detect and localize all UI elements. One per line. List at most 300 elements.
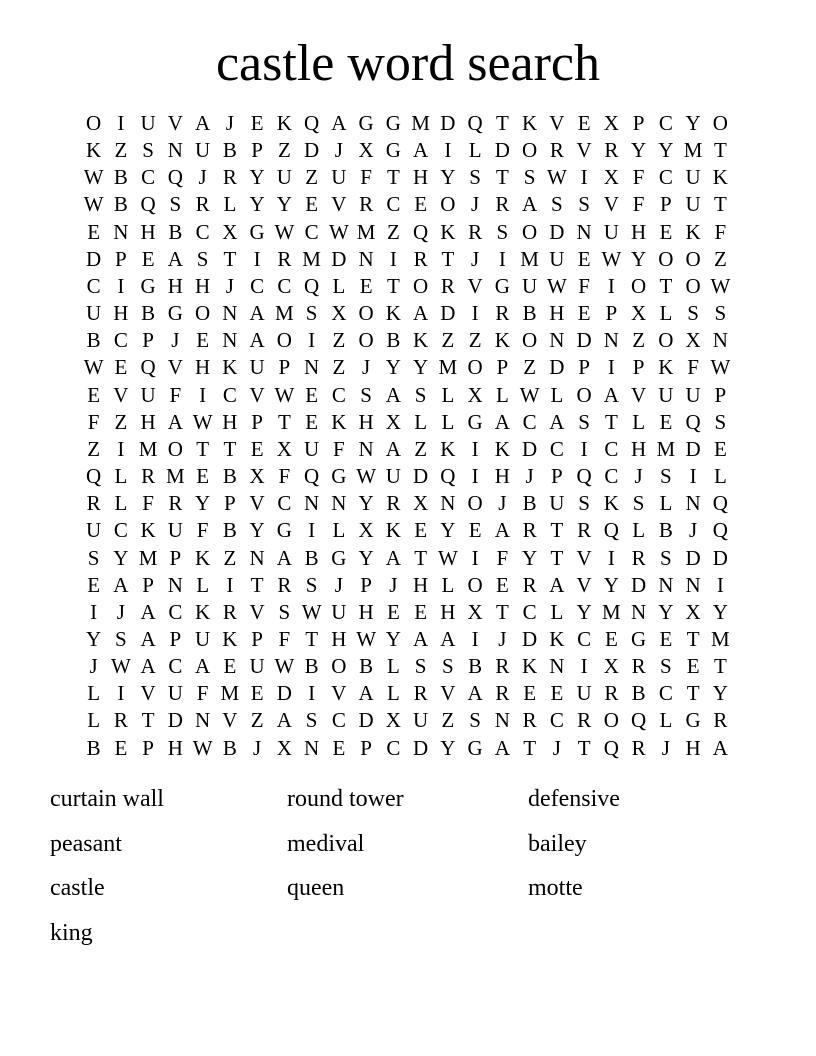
grid-letter: C [168, 654, 183, 679]
grid-letter: T [277, 409, 291, 434]
grid-letter: O [167, 436, 183, 461]
grid-letter: K [440, 219, 456, 244]
grid-letter: D [86, 246, 102, 271]
grid-letter: L [414, 409, 428, 434]
grid-letter: A [494, 518, 510, 543]
grid-letter: S [578, 491, 590, 516]
grid-letter: W [274, 382, 295, 407]
grid-letter: T [250, 572, 264, 597]
grid-letter: O [712, 111, 728, 135]
grid-letter: H [167, 273, 183, 298]
grid-letter: B [168, 219, 183, 244]
word-list-item: medival [287, 830, 365, 857]
grid-letter: H [440, 599, 456, 624]
grid-letter: S [142, 138, 154, 163]
grid-letter: H [222, 409, 238, 434]
grid-letter: T [495, 165, 509, 190]
grid-letter: B [222, 518, 237, 543]
grid-letter: L [713, 464, 727, 489]
grid-letter: Z [632, 328, 646, 353]
grid-letter: Y [385, 626, 401, 651]
grid-letter: C [658, 681, 673, 706]
grid-letter: C [277, 491, 292, 516]
grid-letter: L [550, 599, 564, 624]
grid-letter: H [140, 219, 156, 244]
grid-letter: S [469, 165, 481, 190]
grid-letter: C [522, 599, 537, 624]
grid-letter: D [522, 626, 538, 651]
grid-letter: J [661, 735, 670, 760]
grid-letter: F [196, 518, 209, 543]
grid-letter: J [498, 491, 507, 516]
grid-letter: Z [114, 409, 128, 434]
grid-letter: S [169, 192, 182, 217]
grid-letter: J [498, 626, 507, 651]
word-list-item: curtain wall [50, 786, 164, 812]
grid-letter: W [301, 599, 322, 624]
grid-letter: C [277, 273, 292, 298]
grid-letter: V [549, 111, 565, 135]
grid-letter: R [631, 735, 646, 760]
grid-letter: T [686, 681, 700, 706]
grid-letter: U [549, 246, 565, 271]
grid-letter: U [331, 165, 347, 190]
grid-letter: V [249, 491, 265, 516]
grid-letter: I [607, 273, 615, 298]
grid-letter: T [713, 192, 727, 217]
grid-letter: S [714, 409, 727, 434]
grid-letter: F [632, 192, 645, 217]
grid-letter: P [142, 735, 154, 760]
word-list-item: king [50, 919, 93, 946]
grid-letter: S [87, 545, 100, 570]
grid-letter: I [471, 301, 479, 326]
grid-letter: U [140, 111, 156, 135]
grid-letter: S [414, 382, 427, 407]
grid-letter: G [685, 708, 701, 733]
grid-letter: C [658, 165, 673, 190]
grid-letter: V [249, 382, 265, 407]
grid-letter: H [413, 572, 429, 597]
grid-letter: N [576, 219, 592, 244]
word-search-grid [80, 110, 734, 762]
grid-letter: E [359, 273, 373, 298]
grid-letter: E [414, 192, 428, 217]
grid-letter: A [140, 626, 156, 651]
grid-letter: L [332, 518, 346, 543]
grid-letter: I [444, 138, 452, 163]
grid-letter: W [83, 355, 104, 380]
grid-letter: L [114, 464, 128, 489]
grid-letter: E [414, 518, 428, 543]
grid-letter: L [87, 681, 101, 706]
grid-letter: Y [631, 138, 647, 163]
grid-letter: J [362, 355, 371, 380]
grid-letter: E [659, 626, 673, 651]
grid-letter: V [222, 708, 238, 733]
grid-letter: Y [113, 545, 129, 570]
grid-letter: J [253, 735, 262, 760]
grid-letter: R [495, 192, 510, 217]
grid-letter: R [604, 138, 619, 163]
grid-letter: K [140, 518, 156, 543]
grid-letter: F [360, 165, 372, 190]
grid-letter: R [440, 273, 455, 298]
grid-letter: L [441, 572, 455, 597]
grid-letter: Y [658, 599, 674, 624]
word-list-item: round tower [287, 786, 404, 812]
grid-letter: Q [576, 464, 592, 489]
grid-letter: V [113, 382, 129, 407]
grid-letter: B [304, 654, 319, 679]
grid-letter: P [278, 355, 291, 380]
grid-letter: Z [332, 355, 346, 380]
grid-letter: E [686, 654, 700, 679]
grid-letter: S [660, 545, 672, 570]
grid-letter: C [222, 382, 237, 407]
grid-letter: P [169, 545, 182, 570]
grid-letter: W [601, 246, 622, 271]
grid-letter: F [496, 545, 509, 570]
grid-letter: L [332, 273, 346, 298]
grid-letter: Y [440, 735, 456, 760]
grid-letter: J [225, 111, 234, 135]
grid-letter: M [166, 464, 185, 489]
grid-letter: S [360, 382, 372, 407]
grid-letter: W [710, 273, 731, 298]
word-list-item: peasant [50, 830, 122, 857]
grid-letter: Q [685, 409, 701, 434]
grid-letter: M [683, 138, 703, 163]
grid-letter: T [441, 246, 455, 271]
grid-letter: J [225, 273, 234, 298]
grid-letter: R [495, 681, 510, 706]
grid-letter: Z [305, 165, 319, 190]
grid-letter: F [578, 273, 590, 298]
grid-letter: E [250, 436, 264, 461]
grid-letter: X [413, 491, 429, 516]
grid-letter: X [276, 735, 292, 760]
grid-letter: W [192, 735, 213, 760]
grid-letter: G [494, 273, 510, 298]
grid-letter: E [659, 409, 673, 434]
grid-letter: E [305, 409, 319, 434]
grid-letter: H [494, 464, 510, 489]
grid-letter: X [685, 599, 701, 624]
grid-letter: T [141, 708, 155, 733]
grid-letter: D [413, 735, 429, 760]
grid-letter: F [87, 409, 100, 434]
grid-letter: A [413, 138, 429, 163]
grid-letter: I [607, 545, 615, 570]
grid-letter: O [467, 355, 483, 380]
grid-letter: D [331, 246, 347, 271]
grid-letter: B [631, 681, 646, 706]
grid-letter: J [89, 654, 98, 679]
grid-letter: S [578, 192, 590, 217]
grid-letter: U [685, 382, 701, 407]
grid-letter: B [658, 518, 673, 543]
grid-letter: U [167, 518, 183, 543]
grid-letter: A [413, 626, 429, 651]
grid-letter: I [253, 246, 261, 271]
grid-letter: Y [86, 626, 102, 651]
grid-letter: K [385, 301, 401, 326]
grid-letter: J [389, 572, 398, 597]
grid-letter: Z [386, 219, 400, 244]
grid-letter: I [117, 681, 125, 706]
grid-letter: I [199, 382, 207, 407]
grid-letter: R [577, 518, 592, 543]
grid-letter: L [495, 382, 509, 407]
grid-letter: G [631, 626, 647, 651]
word-list-item: bailey [528, 830, 587, 857]
grid-letter: X [222, 219, 238, 244]
grid-letter: G [467, 409, 483, 434]
grid-letter: O [685, 246, 701, 271]
grid-letter: K [658, 355, 674, 380]
grid-letter: H [113, 301, 129, 326]
grid-letter: Z [332, 328, 346, 353]
grid-letter: J [334, 572, 343, 597]
grid-letter: T [550, 518, 564, 543]
grid-letter: A [113, 572, 129, 597]
grid-letter: Y [276, 192, 292, 217]
grid-letter: I [580, 654, 588, 679]
grid-letter: O [413, 273, 429, 298]
grid-letter: C [331, 382, 346, 407]
grid-letter: O [576, 382, 592, 407]
grid-letter: Z [441, 328, 455, 353]
grid-letter: N [494, 708, 510, 733]
grid-letter: E [250, 111, 264, 135]
grid-letter: I [117, 436, 125, 461]
grid-letter: P [632, 355, 645, 380]
grid-letter: T [550, 545, 564, 570]
grid-letter: P [251, 138, 263, 163]
grid-letter: W [83, 192, 104, 217]
grid-letter: N [304, 735, 320, 760]
grid-letter: D [413, 464, 429, 489]
grid-letter: Y [576, 599, 592, 624]
grid-letter: G [276, 518, 292, 543]
grid-letter: N [549, 654, 565, 679]
grid-letter: K [603, 491, 619, 516]
grid-letter: O [685, 273, 701, 298]
grid-letter: I [471, 626, 479, 651]
grid-letter: U [304, 436, 320, 461]
grid-letter: R [222, 599, 237, 624]
grid-letter: V [167, 355, 183, 380]
grid-letter: A [195, 654, 211, 679]
grid-letter: Q [440, 464, 456, 489]
grid-letter: R [549, 138, 564, 163]
grid-letter: S [578, 409, 590, 434]
grid-letter: E [523, 681, 537, 706]
grid-letter: H [549, 301, 565, 326]
grid-letter: R [631, 545, 646, 570]
grid-letter: T [305, 626, 319, 651]
grid-letter: U [522, 273, 538, 298]
grid-letter: K [494, 328, 510, 353]
grid-letter: X [603, 654, 619, 679]
grid-letter: P [660, 192, 672, 217]
grid-letter: A [385, 545, 401, 570]
grid-letter: A [249, 328, 265, 353]
grid-letter: N [222, 328, 238, 353]
grid-letter: T [659, 273, 673, 298]
grid-letter: K [385, 518, 401, 543]
grid-letter: O [522, 219, 538, 244]
grid-letter: X [385, 708, 401, 733]
grid-letter: C [331, 708, 346, 733]
grid-letter: T [495, 599, 509, 624]
grid-letter: B [386, 328, 401, 353]
grid-letter: L [659, 708, 673, 733]
grid-letter: X [331, 301, 347, 326]
grid-letter: R [222, 165, 237, 190]
grid-letter: N [358, 246, 374, 271]
grid-letter: P [714, 382, 727, 407]
grid-letter: P [578, 355, 590, 380]
grid-letter: C [549, 436, 564, 461]
grid-letter: F [169, 382, 182, 407]
grid-letter: U [549, 491, 565, 516]
grid-letter: K [276, 111, 292, 135]
grid-letter: G [385, 111, 401, 135]
grid-letter: E [250, 681, 264, 706]
word-list-column-1 [50, 777, 164, 955]
grid-letter: R [522, 708, 537, 733]
grid-letter: R [277, 246, 292, 271]
grid-letter: R [86, 491, 101, 516]
grid-letter: U [249, 355, 265, 380]
grid-letter: H [331, 626, 347, 651]
grid-letter: N [603, 328, 619, 353]
grid-letter: S [660, 654, 672, 679]
grid-letter: L [87, 708, 101, 733]
grid-letter: A [140, 599, 156, 624]
grid-letter: H [358, 409, 374, 434]
grid-letter: H [413, 165, 429, 190]
grid-letter: A [195, 111, 211, 135]
grid-letter: O [658, 246, 674, 271]
grid-letter: M [138, 545, 158, 570]
grid-letter: E [87, 219, 101, 244]
grid-letter: L [441, 382, 455, 407]
grid-letter: Y [658, 138, 674, 163]
grid-letter: E [305, 382, 319, 407]
grid-letter: O [440, 192, 456, 217]
grid-letter: Z [114, 138, 128, 163]
grid-letter: F [142, 491, 154, 516]
grid-letter: K [222, 626, 238, 651]
grid-letter: X [631, 301, 647, 326]
grid-letter: M [711, 626, 730, 651]
grid-letter: B [113, 192, 128, 217]
grid-letter: G [331, 545, 347, 570]
grid-letter: C [604, 464, 619, 489]
grid-letter: A [522, 192, 538, 217]
grid-letter: X [685, 328, 701, 353]
grid-letter: V [440, 681, 456, 706]
grid-letter: S [305, 301, 318, 326]
grid-letter: U [576, 681, 592, 706]
grid-letter: U [86, 518, 102, 543]
grid-letter: M [438, 355, 458, 380]
grid-letter: I [607, 355, 615, 380]
grid-letter: E [114, 355, 128, 380]
grid-letter: D [440, 301, 456, 326]
grid-letter: H [195, 355, 211, 380]
grid-letter: A [413, 301, 429, 326]
grid-letter: Y [413, 355, 429, 380]
grid-letter: F [278, 464, 291, 489]
grid-letter: C [141, 165, 156, 190]
grid-letter: Y [249, 165, 265, 190]
grid-letter: V [167, 111, 183, 135]
grid-letter: A [276, 545, 292, 570]
grid-letter: P [169, 626, 182, 651]
grid-letter: S [305, 708, 318, 733]
grid-letter: L [632, 518, 646, 543]
grid-letter: N [712, 328, 728, 353]
grid-letter: Y [249, 192, 265, 217]
grid-letter: D [549, 355, 565, 380]
grid-letter: E [305, 192, 319, 217]
grid-letter: E [550, 681, 564, 706]
word-list-column-3 [528, 777, 620, 911]
grid-letter: X [603, 165, 619, 190]
grid-letter: P [115, 246, 127, 271]
grid-letter: Z [441, 708, 455, 733]
grid-letter: K [685, 219, 701, 244]
grid-letter: I [308, 681, 316, 706]
grid-letter: T [414, 545, 428, 570]
grid-letter: I [308, 518, 316, 543]
grid-letter: R [168, 491, 183, 516]
grid-letter: C [658, 111, 673, 135]
grid-letter: K [494, 436, 510, 461]
grid-letter: L [659, 301, 673, 326]
grid-letter: W [356, 626, 377, 651]
grid-letter: D [549, 219, 565, 244]
grid-letter: M [138, 436, 158, 461]
grid-letter: Y [712, 599, 728, 624]
grid-letter: P [551, 464, 563, 489]
grid-letter: R [577, 708, 592, 733]
grid-letter: R [522, 518, 537, 543]
grid-letter: X [358, 518, 374, 543]
grid-letter: P [360, 572, 372, 597]
grid-letter: K [522, 654, 538, 679]
grid-letter: P [251, 409, 263, 434]
grid-letter: V [576, 138, 592, 163]
grid-letter: Y [249, 518, 265, 543]
grid-letter: A [549, 409, 565, 434]
grid-letter: J [171, 328, 180, 353]
grid-letter: N [549, 328, 565, 353]
grid-letter: B [468, 654, 483, 679]
grid-letter: B [141, 301, 156, 326]
grid-letter: C [386, 735, 401, 760]
grid-letter: V [467, 273, 483, 298]
grid-letter: Q [304, 464, 320, 489]
grid-letter: O [631, 273, 647, 298]
grid-letter: M [520, 246, 539, 271]
grid-letter: V [249, 599, 265, 624]
grid-letter: E [196, 464, 210, 489]
